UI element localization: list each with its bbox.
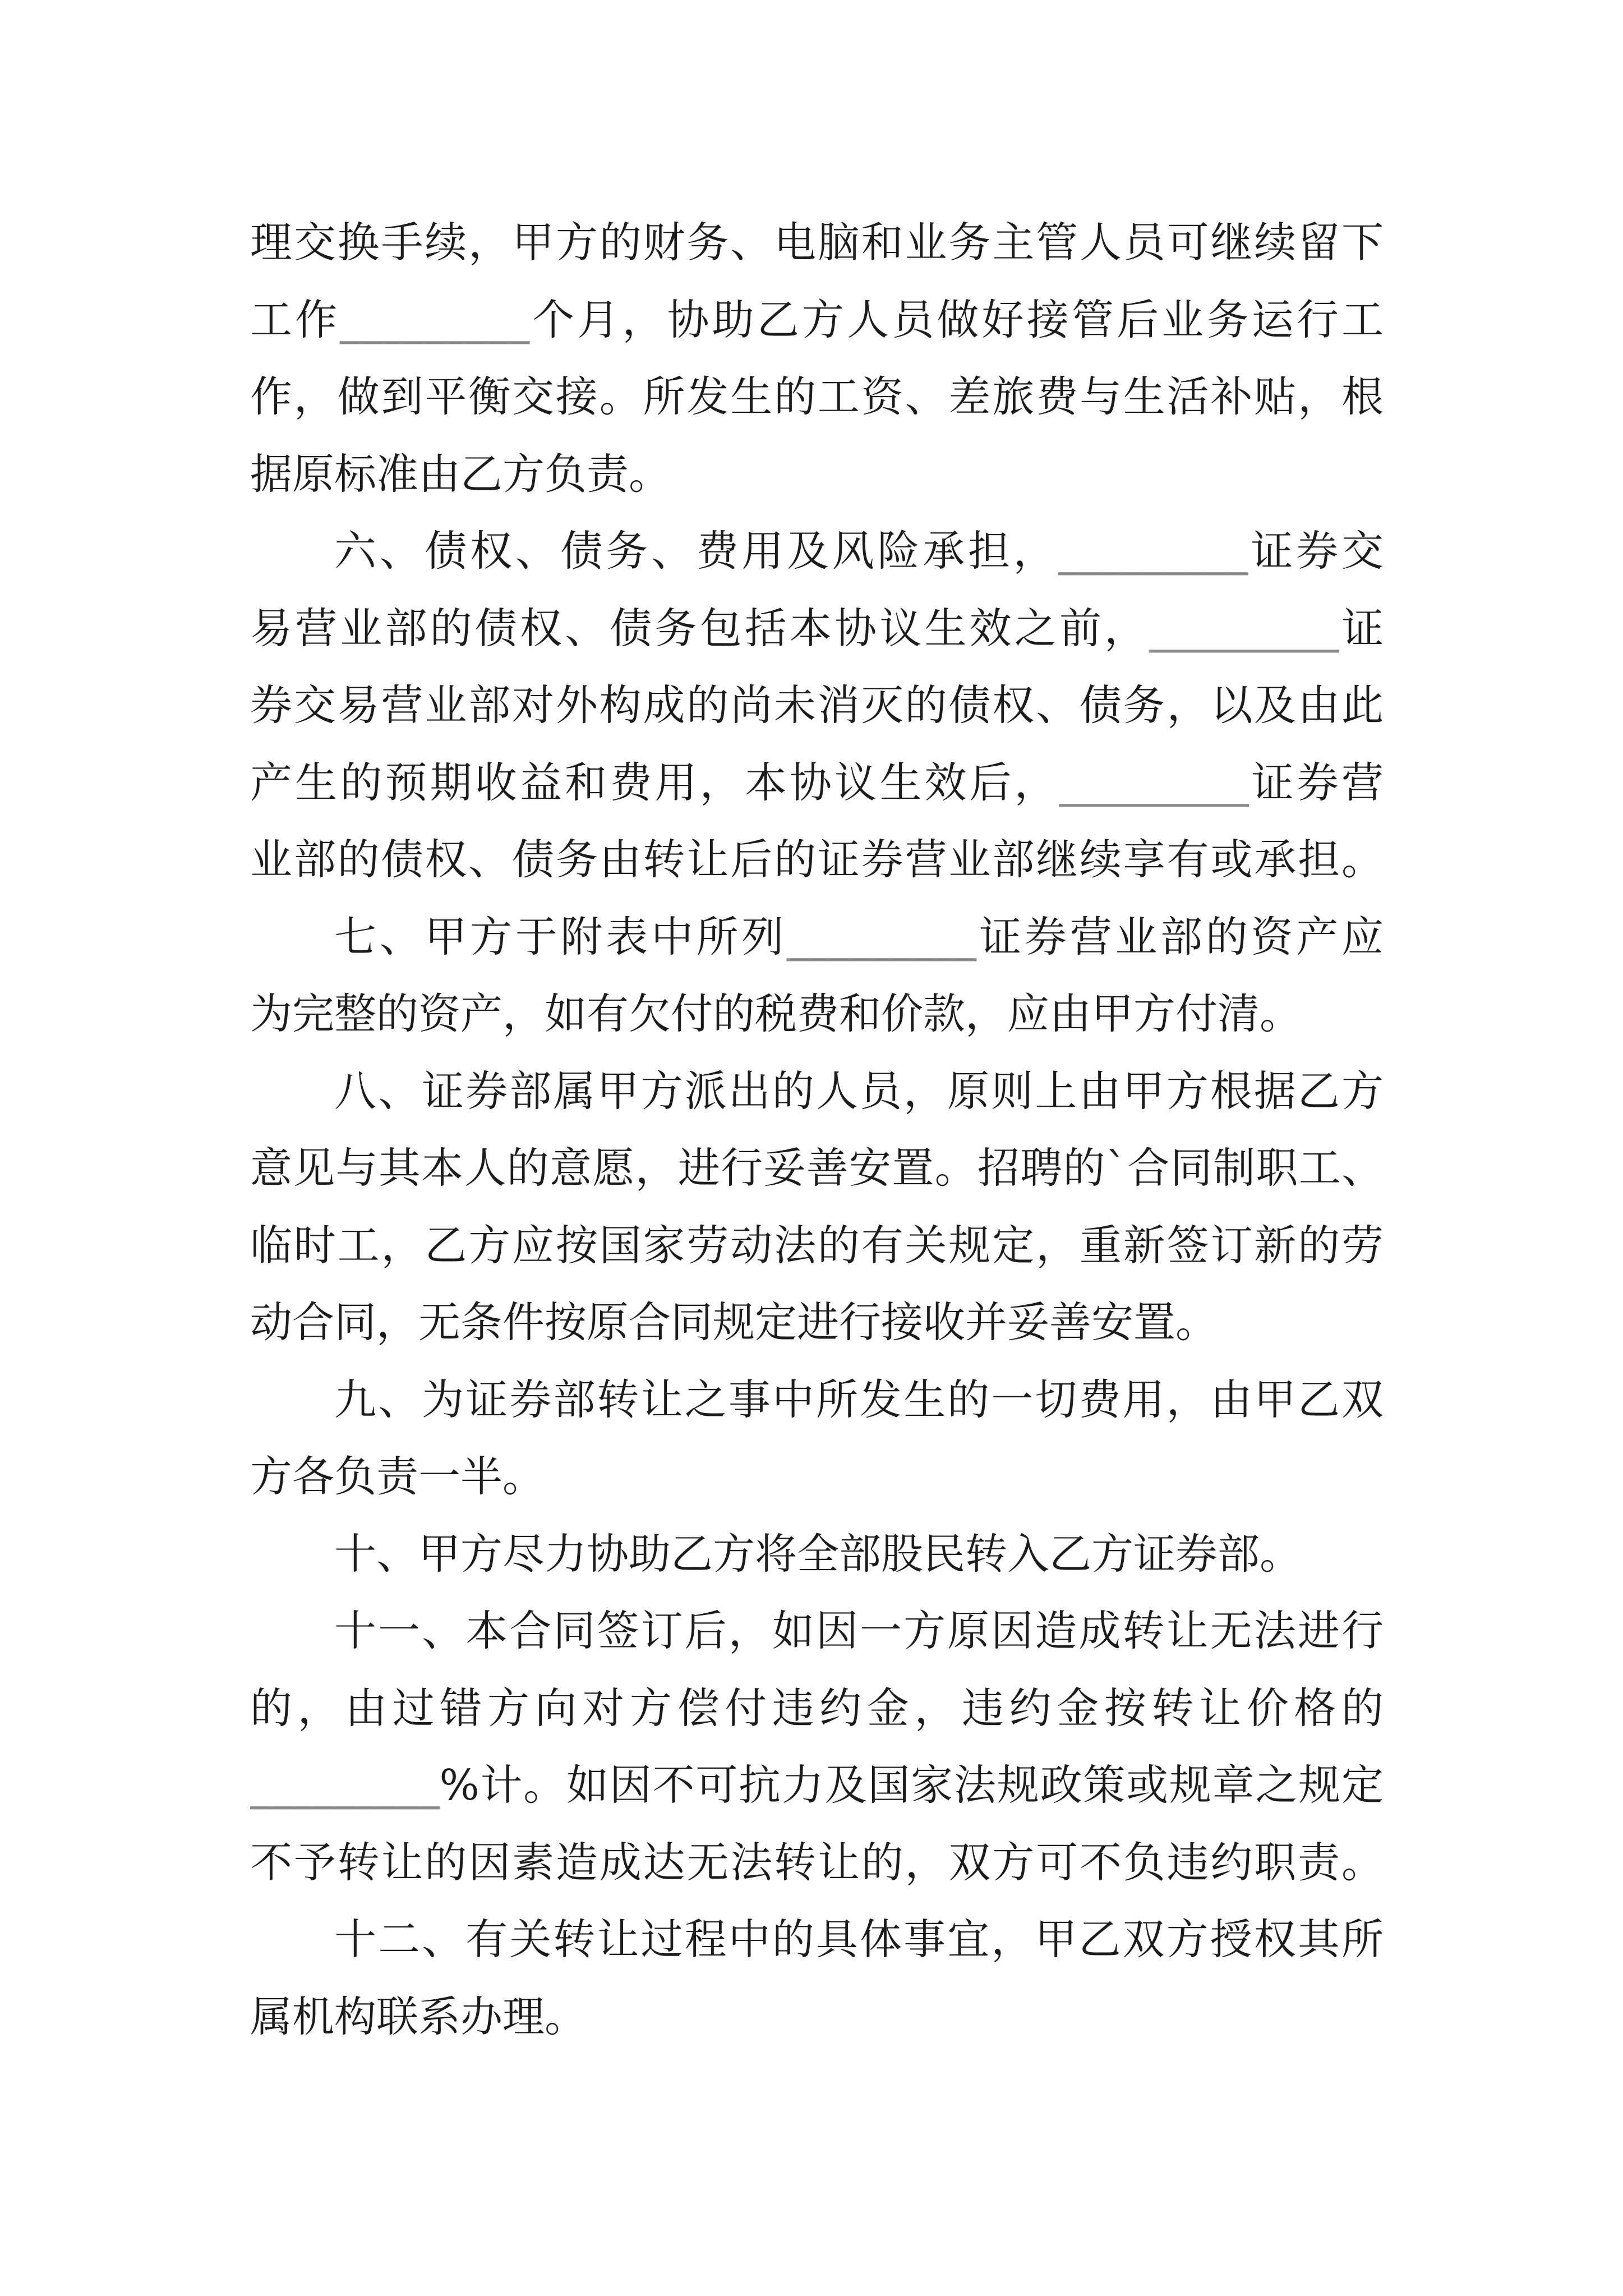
fill-in-blank: _________ bbox=[787, 912, 976, 961]
clause-paragraph-11 bbox=[250, 1593, 1384, 1901]
text-line: 产生的预期收益和费用，本协议生效后，_________证券营 bbox=[250, 757, 1384, 807]
fill-in-blank: _________ bbox=[1058, 526, 1248, 576]
clause-paragraph-continuation bbox=[250, 204, 1384, 513]
fill-in-blank: _________ bbox=[1149, 603, 1339, 653]
text-line: 理交换手续，甲方的财务、电脑和业务主管人员可继续留下 bbox=[250, 218, 1384, 267]
text-line: 方各负责一半。 bbox=[250, 1452, 545, 1501]
text-line: 作，做到平衡交接。所发生的工资、差旅费与生活补贴，根 bbox=[250, 372, 1384, 421]
fill-in-blank: _________ bbox=[340, 295, 529, 344]
clause-paragraph-7 bbox=[250, 899, 1384, 1053]
clause-paragraph-8 bbox=[250, 1053, 1384, 1361]
text-line: 不予转让的因素造成达无法转让的，双方可不负违约职责。 bbox=[250, 1837, 1384, 1887]
text-line: 十二、有关转让过程中的具体事宜，甲乙双方授权其所 bbox=[334, 1915, 1384, 1964]
text-line: 属机构联系办理。 bbox=[250, 1991, 587, 2041]
document-body bbox=[250, 204, 1384, 2055]
text-line: 券交易营业部对外构成的尚未消灭的债权、债务，以及由此 bbox=[250, 680, 1384, 730]
text-line: 易营业部的债权、债务包括本协议生效之前，_________证 bbox=[250, 603, 1384, 653]
text-line: 临时工，乙方应按国家劳动法的有关规定，重新签订新的劳 bbox=[250, 1220, 1384, 1270]
text-line: 工作_________个月，协助乙方人员做好接管后业务运行工 bbox=[250, 295, 1384, 344]
clause-paragraph-6 bbox=[250, 513, 1384, 899]
text-line: 据原标准由乙方负责。 bbox=[250, 449, 671, 499]
text-line: 六、债权、债务、费用及风险承担，_________证券交 bbox=[334, 526, 1384, 576]
clause-paragraph-12 bbox=[250, 1901, 1384, 2055]
text-line: 十一、本合同签订后，如因一方原因造成转让无法进行 bbox=[334, 1606, 1384, 1655]
text-line: 的，由过错方向对方偿付违约金，违约金按转让价格的 bbox=[250, 1683, 1384, 1733]
text-line: 十、甲方尽力协助乙方将全部股民转入乙方证券部。 bbox=[334, 1529, 1302, 1579]
text-line: 业部的债权、债务由转让后的证券营业部继续享有或承担。 bbox=[250, 835, 1384, 884]
text-line: 九、为证券部转让之事中所发生的一切费用，由甲乙双 bbox=[334, 1374, 1384, 1424]
text-line: 七、甲方于附表中所列_________证券营业部的资产应 bbox=[334, 912, 1384, 961]
text-line: _________%计。如因不可抗力及国家法规政策或规章之规定 bbox=[250, 1760, 1384, 1810]
clause-paragraph-10 bbox=[250, 1516, 1384, 1593]
text-line: 意见与其本人的意愿，进行妥善安置。招聘的`合同制职工、 bbox=[250, 1143, 1384, 1193]
clause-paragraph-9 bbox=[250, 1361, 1384, 1516]
text-line: 八、证券部属甲方派出的人员，原则上由甲方根据乙方 bbox=[334, 1066, 1384, 1116]
fill-in-blank: _________ bbox=[250, 1760, 440, 1810]
text-line: 为完整的资产，如有欠付的税费和价款，应由甲方付清。 bbox=[250, 989, 1302, 1038]
text-line: 动合同，无条件按原合同规定进行接收并妥善安置。 bbox=[250, 1297, 1218, 1347]
fill-in-blank: _________ bbox=[1059, 757, 1249, 807]
